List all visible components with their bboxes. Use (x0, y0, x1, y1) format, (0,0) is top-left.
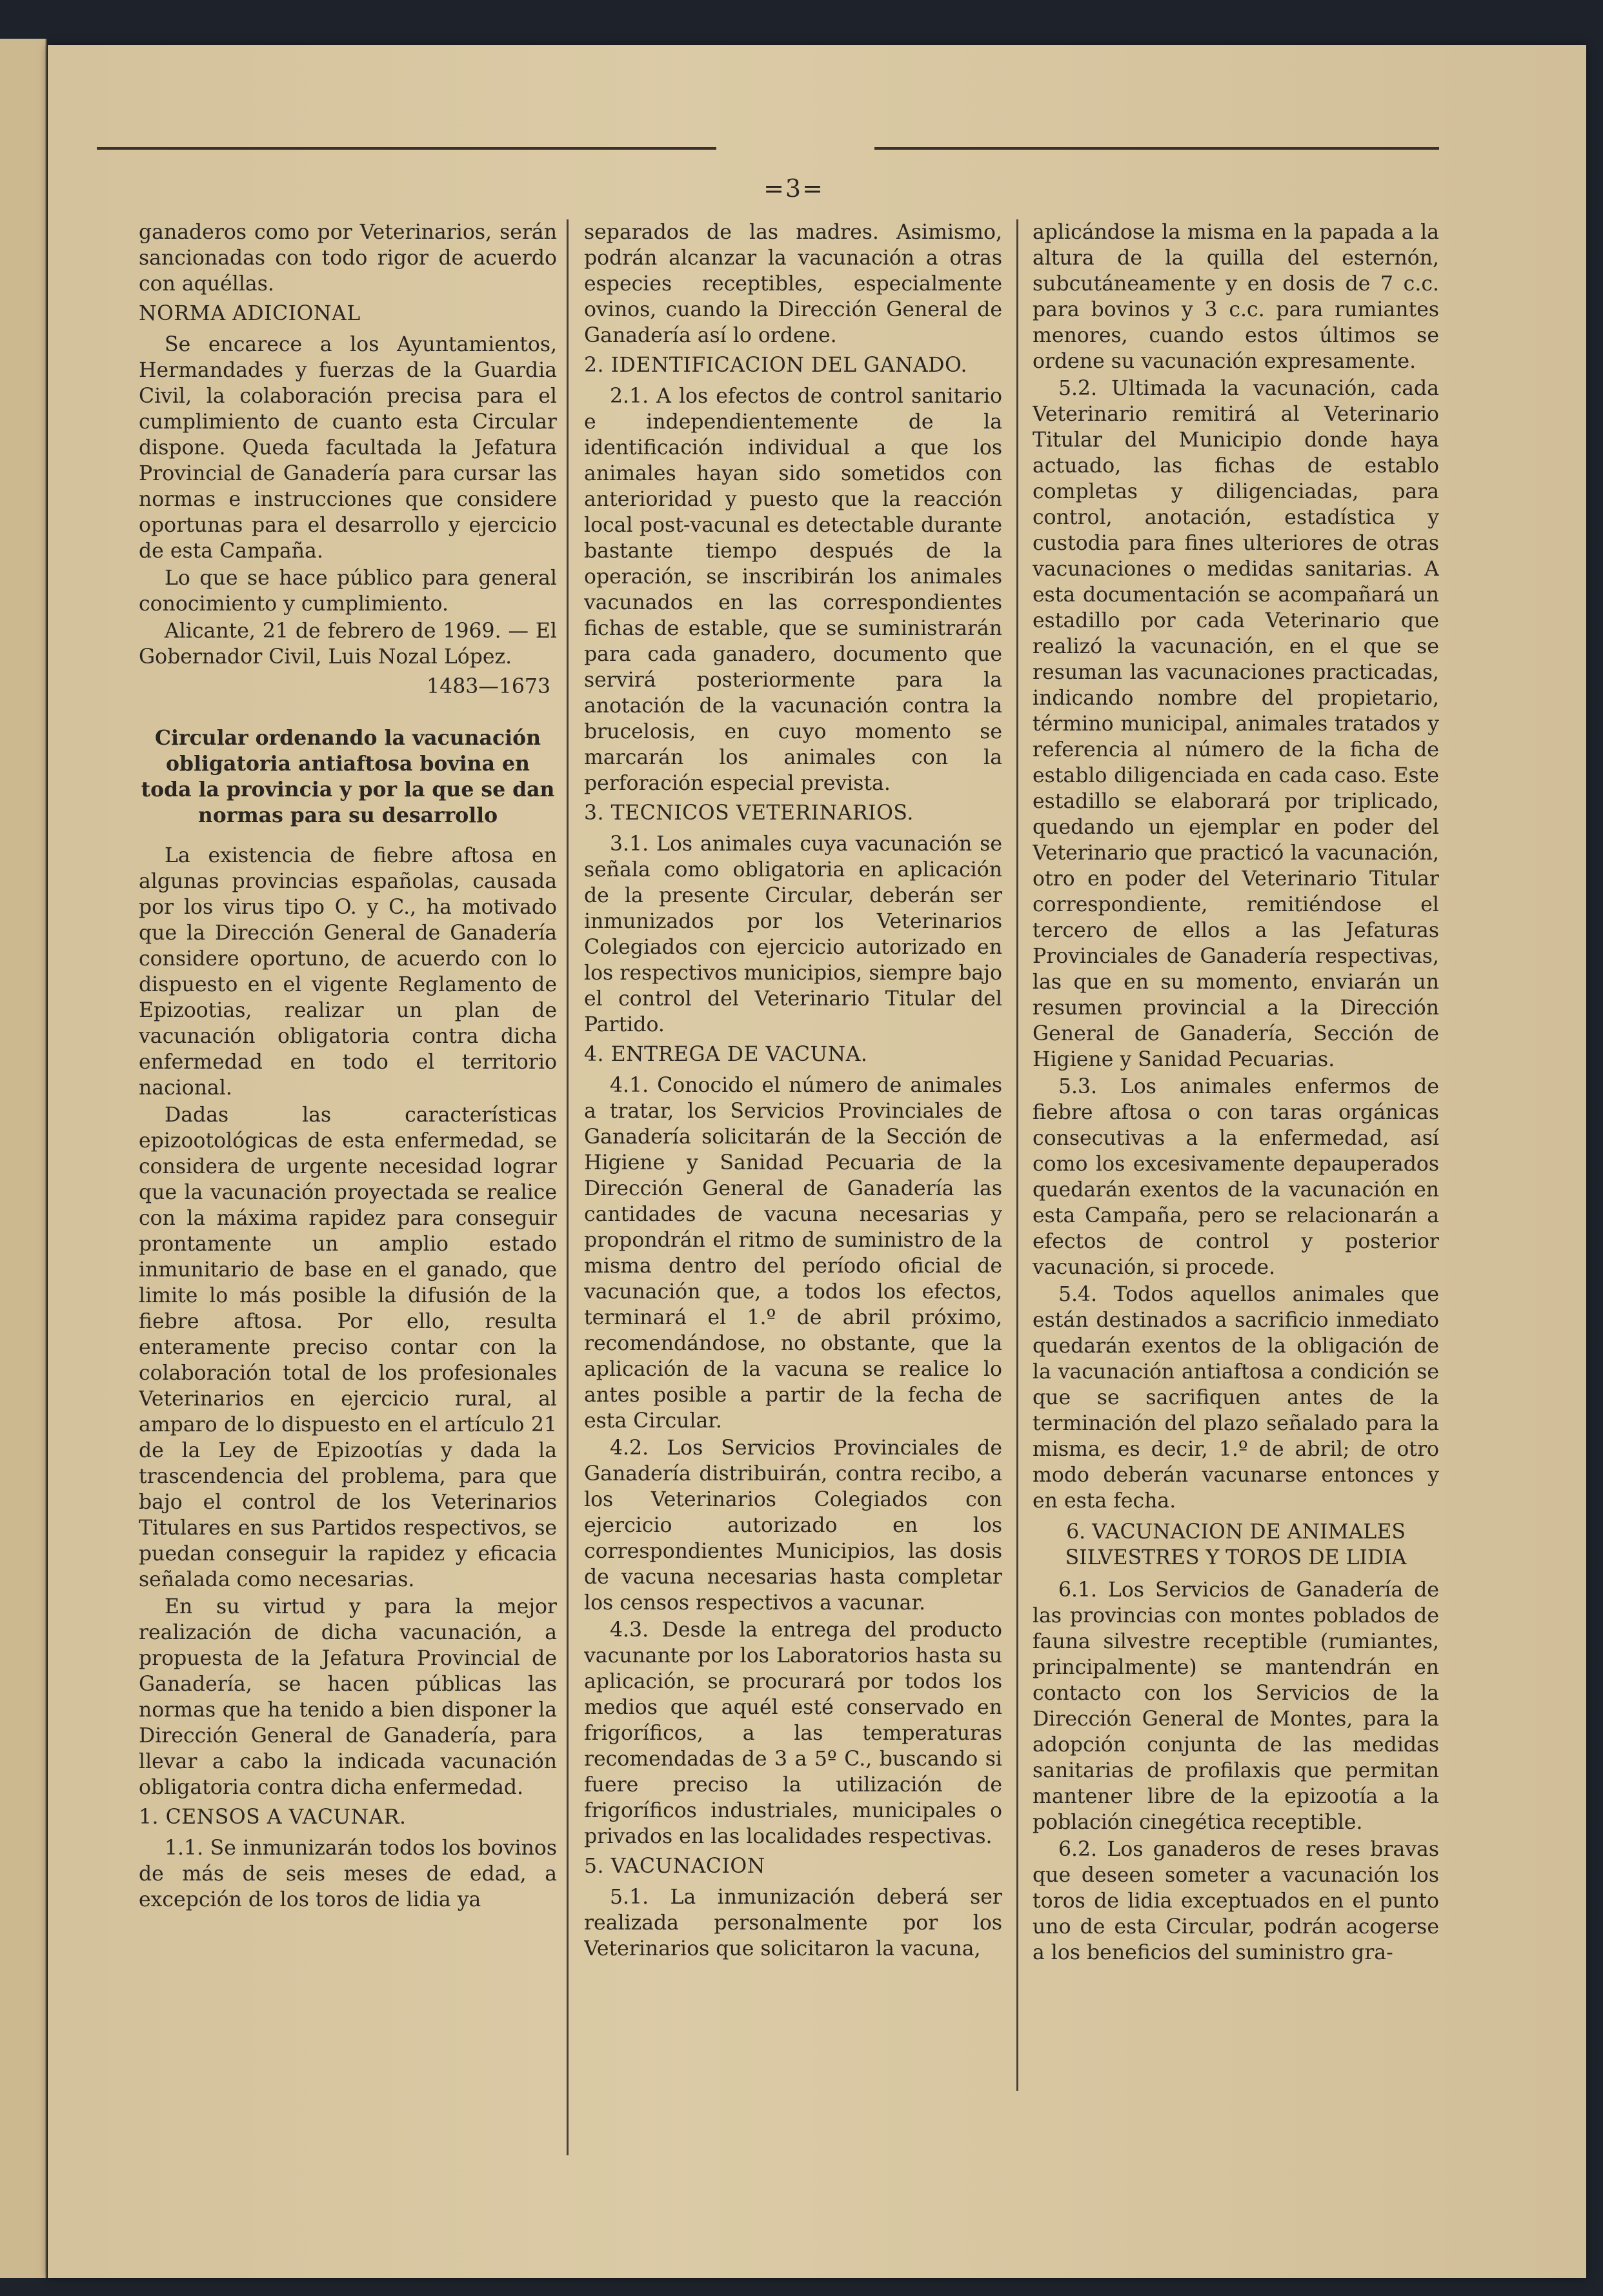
paragraph: 6.2. Los ganaderos de reses bravas que deseen someter a vacunación los toros de lidia exceptuados en el punto uno de esta Circular, podrán acogerse a los beneficios del suministro gra- (1033, 1838, 1439, 1964)
paragraph: 2.1. A los efectos de control sanitario e independientemente de la identificación individual a que los animales hayan sido sometidos con anterioridad y puesto que la reacción local post-vacunal es detectable durante bastante tiempo después de la operación, se inscribirán los animales vacunados en las correspondientes fichas de estable, que se suministrarán para cada ganadero, documento que servirá posteriormente para la anotación de la vacunación contra la brucelosis, en cuyo momento se marcarán los animales con la perforación especial prevista. (584, 385, 1002, 795)
paragraph: aplicándose la misma en la papada a la altura de la quilla del esternón, subcutáneamente y en dosis de 7 c.c. para bovinos y 3 c.c. para rumiantes menores, cuando estos últimos se ordene su vacunación expresamente. (1033, 221, 1439, 373)
paragraph: 5.2. Ultimada la vacunación, cada Veterinario remitirá al Veterinario Titular del Municipio donde haya actuado, las fichas de establo completas y diligenciadas, para control, anotación, estadística y custodia para fines ulteriores de otras vacunaciones o medidas sanitarias. A esta documentación se acompañará un estadillo por cada Veterinario que realizó la vacunación, en el que se resuman las vacunaciones practicadas, indicando nombre del propietario, término municipal, animales tratados y referencia al número de la ficha de establo diligenciada en cada caso. Este estadillo se elaborará por triplicado, quedando un ejemplar en poder del Veterinario que practicó la vacunación, otro en poder del Veterinario Titular correspondiente, remitiéndose el tercero de ellos a las Jefaturas Provinciales de Ganadería respectivas, las que en su momento, enviarán un resumen provincial a la Dirección General de Ganadería, Sección de Higiene y Sanidad Pecuarias. (1033, 377, 1439, 1071)
page-number: =3= (763, 174, 824, 203)
paragraph: 1.1. Se inmunizarán todos los bovinos de más de seis meses de edad, a excepción de los toros de lidia ya (139, 1837, 557, 1911)
column-divider (567, 219, 569, 2155)
signature-paragraph: Alicante, 21 de febrero de 1969. — El Gobernador Civil, Luis Nozal López. (139, 619, 557, 669)
section-heading: 5. VACUNACION (584, 1855, 765, 1878)
text-column-3 (1033, 219, 1439, 2220)
paragraph: 4.2. Los Servicios Provinciales de Ganadería distribuirán, contra recibo, a los Veterinarios Colegiados con ejercicio autorizado en los correspondientes Municipios, las dosis de vacuna necesarias hasta completar los censos respectivos a vacunar. (584, 1436, 1002, 1615)
header-rule-right (874, 147, 1439, 150)
reference-number: 1483—1673 (427, 675, 550, 698)
text-column-2 (584, 219, 1002, 2220)
section-heading: 6. VACUNACION DE ANIMALES SILVESTRES Y TOROS DE LIDIA (1065, 1520, 1407, 1569)
circular-title: Circular ordenando la vacunación obligatoria antiaftosa bovina en toda la provincia y por la que se dan normas para su desarrollo (141, 726, 555, 827)
text-column-1 (139, 219, 557, 2220)
paragraph: 5.3. Los animales enfermos de fiebre aftosa o con taras orgánicas consecutivas a la enfermedad, así como los excesivamente depauperados quedarán exentos de la vacunación en esta Campaña, pero se relacionarán a efectos de control y posterior vacunación, si procede. (1033, 1075, 1439, 1279)
section-heading: 3. TECNICOS VETERINARIOS. (584, 801, 914, 825)
paragraph: 3.1. Los animales cuya vacunación se señala como obligatoria en aplicación de la presente Circular, deberán ser inmunizados por los Veterinarios Colegiados con ejercicio autorizado en los respectivos municipios, siempre bajo el control del Veterinario Titular del Partido. (584, 832, 1002, 1036)
paragraph: Lo que se hace público para general conocimiento y cumplimiento. (139, 567, 557, 616)
section-heading: 4. ENTREGA DE VACUNA. (584, 1043, 868, 1066)
section-heading: 2. IDENTIFICACION DEL GANADO. (584, 354, 968, 377)
section-heading: NORMA ADICIONAL (139, 302, 361, 325)
paragraph: 6.1. Los Servicios de Ganadería de las provincias con montes poblados de fauna silvestre receptible (rumiantes, principalmente) se mantendrán en contacto con los Servicios de la Dirección General de Montes, para la adopción conjunta de las medidas sanitarias de profilaxis que permitan mantener libre de la epizootía a la población cinegética receptible. (1033, 1578, 1439, 1834)
previous-page-edge (0, 39, 46, 2278)
paragraph: separados de las madres. Asimismo, podrán alcanzar la vacunación a otras especies receptibles, especialmente ovinos, cuando la Dirección General de Ganadería así lo ordene. (584, 221, 1002, 347)
paragraph: En su virtud y para la mejor realización de dicha vacunación, a propuesta de la Jefatura Provincial de Ganadería, se hacen públicas las normas que ha tenido a bien disponer la Dirección General de Ganadería, para llevar a cabo la indicada vacunación obligatoria contra dicha enfermedad. (139, 1595, 557, 1799)
paragraph: 5.1. La inmunización deberá ser realizada personalmente por los Veterinarios que solicitaron la vacuna, (584, 1886, 1002, 1960)
paragraph: La existencia de fiebre aftosa en algunas provincias españolas, causada por los virus tipo O. y C., ha motivado que la Dirección General de Ganadería considere oportuno, de acuerdo con lo dispuesto en el vigente Reglamento de Epizootias, realizar un plan de vacunación obligatoria contra dicha enfermedad en todo el territorio nacional. (139, 844, 557, 1100)
column-divider (1016, 219, 1018, 2091)
paragraph: 5.4. Todos aquellos animales que están destinados a sacrificio inmediato quedarán exentos de la obligación de la vacunación antiaftosa a condición se que se sacrifiquen antes de la terminación del plazo señalado para la misma, es decir, 1.º de abril; de otro modo deberán vacunarse entonces y en esta fecha. (1033, 1283, 1439, 1513)
paragraph: 4.1. Conocido el número de animales a tratar, los Servicios Provinciales de Ganadería solicitarán de la Sección de Higiene y Sanidad Pecuaria de la Dirección General de Ganadería las cantidades de vacuna necesarias y propondrán el ritmo de suministro de la misma dentro del período oficial de vacunación que, a todos los efectos, terminará el 1.º de abril próximo, recomendándose, no obstante, que la aplicación de la vacuna se realice lo antes posible a partir de la fecha de esta Circular. (584, 1074, 1002, 1433)
paragraph: ganaderos como por Veterinarios, serán sancionadas con todo rigor de acuerdo con aquéllas. (139, 221, 557, 296)
paragraph: 4.3. Desde la entrega del producto vacunante por los Laboratorios hasta su aplicación, se procurará por todos los medios que aquél esté conservado en frigoríficos, a las temperaturas recomendadas de 3 a 5º C., buscando si fuere preciso la utilización de frigoríficos industriales, municipales o privados en las localidades respectivas. (584, 1618, 1002, 1848)
header-rule-left (97, 147, 716, 150)
paragraph: Dadas las características epizootológicas de esta enfermedad, se considera de urgente necesidad lograr que la vacunación proyectada se realice con la máxima rapidez para conseguir prontamente un amplio estado inmunitario de base en el ganado, que limite lo más posible la difusión de la fiebre aftosa. Por ello, resulta enteramente preciso contar con la colaboración total de los profesionales Veterinarios en ejercicio rural, al amparo de lo dispuesto en el artículo 21 de la Ley de Epizootías y dada la trascendencia del problema, para que bajo el control de los Veterinarios Titulares en sus Partidos respectivos, se puedan conseguir la rapidez y eficacia señalada como necesarias. (139, 1103, 557, 1591)
section-heading: 1. CENSOS A VACUNAR. (139, 1806, 407, 1829)
paragraph: Se encarece a los Ayuntamientos, Hermandades y fuerzas de la Guardia Civil, la colaboración precisa para el cumplimiento de cuanto esta Circular dispone. Queda facultada la Jefatura Provincial de Ganadería para cursar las normas e instrucciones que considere oportunas para el desarrollo y ejercicio de esta Campaña. (139, 333, 557, 563)
